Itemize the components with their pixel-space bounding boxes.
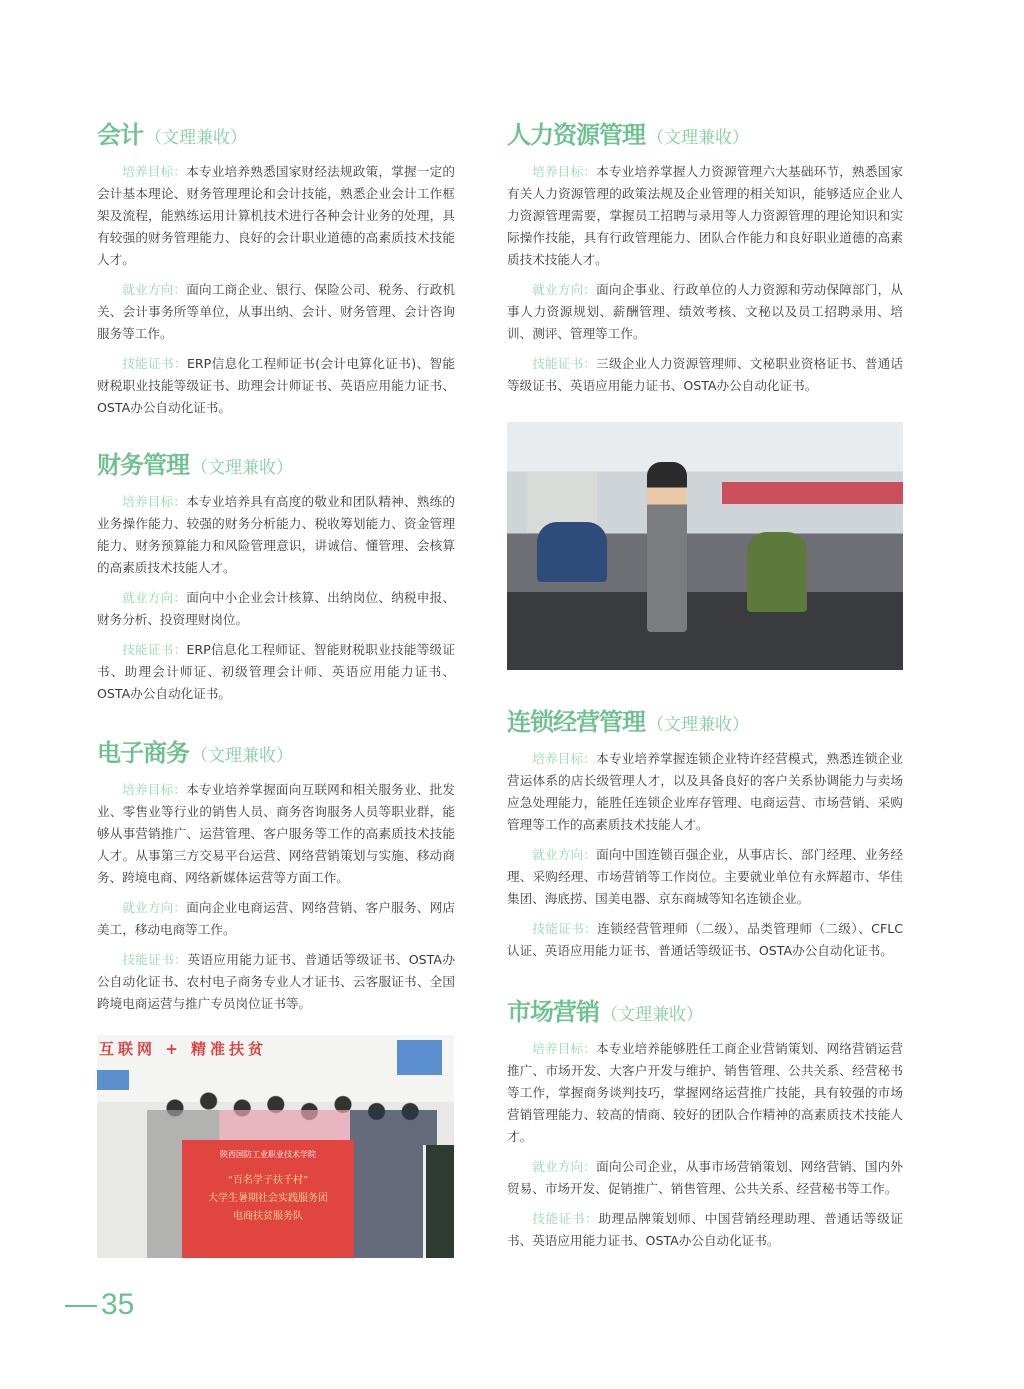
teacher bbox=[647, 462, 687, 632]
window-blind bbox=[97, 1070, 129, 1090]
major-name: 市场营销 bbox=[507, 998, 599, 1026]
career-text: 面向公司企业，从事市场营销策划、网络营销、国内外贸易、市场开发、促销推广、销售管理、公共关系、经营秘书等工作。 bbox=[507, 1159, 904, 1196]
red-banner bbox=[182, 1140, 354, 1258]
cert-paragraph bbox=[507, 1208, 903, 1252]
admission-note: （文理兼收） bbox=[601, 1005, 703, 1025]
cert-paragraph bbox=[97, 353, 455, 419]
major-name: 电子商务 bbox=[97, 739, 189, 767]
cert-text: ERP信息化工程师证书(会计电算化证书)、智能财税职业技能等级证书、助理会计师证书、英语应用能力证书、OSTA办公自动化证书。 bbox=[97, 356, 455, 415]
career-text: 面向企事业、行政单位的人力资源和劳动保障部门，从事人力资源规划、薪酬管理、绩效考核、文秘以及员工招聘录用、培训、测评、管理等工作。 bbox=[507, 282, 904, 341]
section-title bbox=[507, 118, 903, 155]
career-label: 就业方向： bbox=[122, 590, 187, 605]
major-name: 人力资源管理 bbox=[507, 121, 645, 149]
section-title bbox=[507, 995, 903, 1032]
goal-label: 培养目标： bbox=[122, 164, 187, 179]
desks bbox=[507, 592, 903, 670]
dash-line bbox=[65, 1305, 97, 1307]
student bbox=[537, 522, 607, 582]
cert-label: 技能证书： bbox=[532, 1211, 599, 1226]
career-paragraph bbox=[507, 844, 903, 910]
page-number bbox=[65, 1288, 134, 1322]
goal-paragraph bbox=[507, 1038, 903, 1148]
goal-label: 培养目标： bbox=[532, 751, 597, 766]
classroom-photo bbox=[507, 422, 903, 670]
career-text: 面向中国连锁百强企业，从事店长、部门经理、业务经理、采购经理、市场营销等工作岗位。主要就业单位有永辉超市、华佳集团、海底捞、国美电器、京东商城等知名连锁企业。 bbox=[507, 847, 904, 906]
cert-text: 助理品牌策划师、中国营销经理助理、普通话等级证书、英语应用能力证书、OSTA办公自动化证书。 bbox=[507, 1211, 904, 1248]
cert-text: ERP信息化工程师证、智能财税职业技能等级证书、助理会计师证、初级管理会计师、英语应用能力证书、OSTA办公自动化证书。 bbox=[97, 642, 455, 701]
cert-label: 技能证书： bbox=[122, 952, 188, 967]
career-label: 就业方向： bbox=[122, 282, 187, 297]
career-text: 面向企业电商运营、网络营销、客户服务、网店美工，移动电商等工作。 bbox=[97, 900, 456, 937]
cert-label: 技能证书： bbox=[122, 642, 187, 657]
section-chain-operation bbox=[507, 705, 903, 970]
cert-label: 技能证书： bbox=[532, 356, 597, 371]
goal-text: 本专业培养掌握人力资源管理六大基础环节，熟悉国家有关人力资源管理的政策法规及企业管理的相关知识，能够适应企业人力资源管理需要，掌握员工招聘与录用等人力资源管理的理论知识和实际操作技能，具有行政管理能力、团队合作能力和良好职业道德的高素质技术技能人才。 bbox=[507, 164, 904, 267]
window-blind bbox=[397, 1040, 442, 1075]
cert-label: 技能证书： bbox=[532, 921, 598, 936]
career-paragraph bbox=[97, 897, 455, 941]
wall-sign-text: 互联网 + 精准扶贫 bbox=[99, 1040, 268, 1058]
career-label: 就业方向： bbox=[532, 1159, 597, 1174]
goal-paragraph bbox=[507, 748, 903, 836]
page-number-text: 35 bbox=[101, 1288, 135, 1321]
banner-school: 陕西国防工业职业技术学院 bbox=[220, 1150, 316, 1159]
career-paragraph bbox=[507, 1156, 903, 1200]
section-title bbox=[97, 736, 455, 773]
cert-paragraph bbox=[507, 918, 903, 962]
goal-paragraph bbox=[507, 161, 903, 271]
career-label: 就业方向： bbox=[122, 900, 187, 915]
cert-paragraph bbox=[507, 353, 903, 397]
career-paragraph bbox=[97, 279, 455, 345]
goal-label: 培养目标： bbox=[532, 164, 597, 179]
career-paragraph bbox=[97, 587, 455, 631]
goal-text: 本专业培养掌握连锁企业特许经营模式，熟悉连锁企业营运体系的店长级管理人才，以及具备良好的客户关系协调能力与卖场应急处理能力，能胜任连锁企业库存管理、电商运营、市场营销、采购管理等工作的高素质技术技能人才。 bbox=[507, 751, 904, 832]
goal-label: 培养目标： bbox=[532, 1041, 597, 1056]
red-wall-panel bbox=[722, 482, 903, 504]
goal-paragraph bbox=[97, 779, 455, 889]
section-human-resources bbox=[507, 118, 903, 405]
career-text: 面向工商企业、银行、保险公司、税务、行政机关、会计事务所等单位，从事出纳、会计、财务管理、会计咨询服务等工作。 bbox=[97, 282, 456, 341]
major-name: 会计 bbox=[97, 121, 143, 149]
admission-note: （文理兼收） bbox=[145, 128, 247, 148]
goal-paragraph bbox=[97, 491, 455, 579]
goal-paragraph bbox=[97, 161, 455, 271]
banner-line: 电商扶贫服务队 bbox=[233, 1211, 303, 1222]
section-financial-management bbox=[97, 448, 455, 713]
goal-text: 本专业培养掌握面向互联网和相关服务业、批发业、零售业等行业的销售人员、商务咨询服务人员等职业群，能够从事营销推广、运营管理、客户服务等工作的高素质技术技能人才。从事第三方交易平台运营、网络营销策划与实施、移动商务、跨境电商、网络新媒体运营等方面工作。 bbox=[97, 782, 456, 885]
career-label: 就业方向： bbox=[532, 282, 597, 297]
section-title bbox=[507, 705, 903, 742]
career-paragraph bbox=[507, 279, 903, 345]
major-name: 连锁经营管理 bbox=[507, 708, 645, 736]
group-photo bbox=[97, 1035, 454, 1258]
section-e-commerce bbox=[97, 736, 455, 1023]
blackboard bbox=[423, 1145, 454, 1258]
cert-paragraph bbox=[97, 639, 455, 705]
cert-label: 技能证书： bbox=[122, 356, 187, 371]
section-marketing bbox=[507, 995, 903, 1260]
section-title bbox=[97, 448, 455, 485]
admission-note: （文理兼收） bbox=[191, 746, 293, 766]
cert-text: 英语应用能力证书、普通话等级证书、OSTA办公自动化证书、农村电子商务专业人才证书、云客服证书、全国跨境电商运营与推广专员岗位证书等。 bbox=[97, 952, 455, 1011]
section-accounting bbox=[97, 118, 455, 427]
admission-note: （文理兼收） bbox=[647, 715, 749, 735]
student bbox=[747, 532, 807, 612]
goal-label: 培养目标： bbox=[122, 494, 187, 509]
cert-paragraph bbox=[97, 949, 455, 1015]
career-label: 就业方向： bbox=[532, 847, 597, 862]
section-title bbox=[97, 118, 455, 155]
career-text: 面向中小企业会计核算、出纳岗位、纳税申报、财务分析、投资理财岗位。 bbox=[97, 590, 456, 627]
goal-text: 本专业培养熟悉国家财经法规政策，掌握一定的会计基本理论、财务管理理论和会计技能，熟悉企业会计工作框架及流程，能熟练运用计算机技术进行各种会计业务的处理，具有较强的财务管理能力、良好的会计职业道德的高素质技术技能人才。 bbox=[97, 164, 456, 267]
major-name: 财务管理 bbox=[97, 451, 189, 479]
cert-text: 三级企业人力资源管理师、文秘职业资格证书、普通话等级证书、英语应用能力证书、OSTA办公自动化证书。 bbox=[507, 356, 904, 393]
admission-note: （文理兼收） bbox=[647, 128, 749, 148]
goal-text: 本专业培养具有高度的敬业和团队精神、熟练的业务操作能力、较强的财务分析能力、税收筹划能力、资金管理能力、财务预算能力和风险管理意识，讲诚信、懂管理、会核算的高素质技术技能人才。 bbox=[97, 494, 456, 575]
goal-text: 本专业培养能够胜任工商企业营销策划、网络营销运营推广、市场开发、大客户开发与维护、销售管理、公共关系、经营秘书等工作，掌握商务谈判技巧，掌握网络运营推广技能，具有较强的市场营销管理能力、较高的情商、较好的团队合作精神的高素质技术技能人才。 bbox=[507, 1041, 904, 1144]
goal-label: 培养目标： bbox=[122, 782, 187, 797]
admission-note: （文理兼收） bbox=[191, 458, 293, 478]
banner-line: “百名学子扶千村” bbox=[227, 1175, 309, 1186]
banner-line: 大学生暑期社会实践服务团 bbox=[208, 1193, 328, 1204]
cert-text: 连锁经营管理师（二级）、品类管理师（二级）、CFLC认证、英语应用能力证书、普通话等级证书、OSTA办公自动化证书。 bbox=[507, 921, 904, 958]
